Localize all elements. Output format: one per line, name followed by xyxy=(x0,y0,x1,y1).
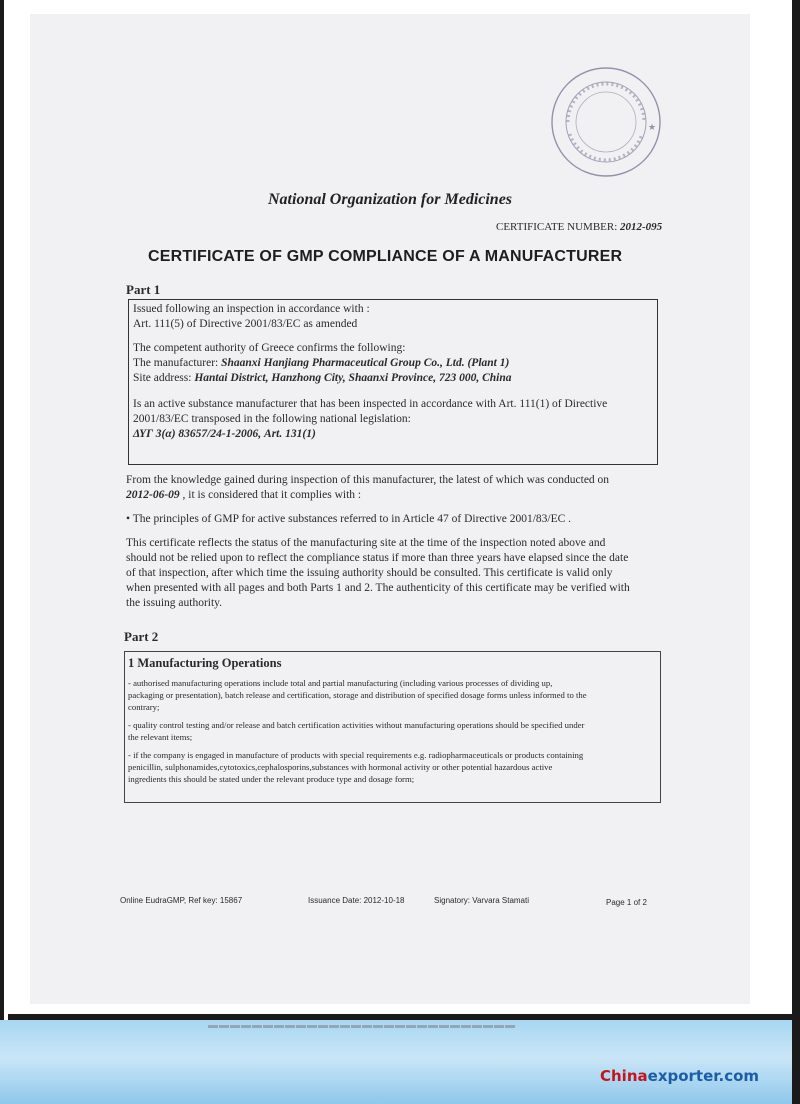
certificate-number-value: 2012-095 xyxy=(620,221,663,233)
scan-border-left xyxy=(0,0,4,1104)
certificate-title: CERTIFICATE OF GMP COMPLIANCE OF A MANUFACTURER xyxy=(148,248,623,265)
status-paragraph-line2: should not be relied upon to reflect the compliance status if more than three years have elapsed since the date xyxy=(126,552,629,564)
inspection-paragraph-line1: From the knowledge gained during inspection of this manufacturer, the latest of which was conducted on xyxy=(126,474,610,486)
svg-text:★: ★ xyxy=(648,122,657,132)
part1-line-transposed: 2001/83/EC transposed in the following national legislation: xyxy=(133,413,411,425)
operations-authorised-line3: contrary; xyxy=(128,702,160,712)
part1-line-legislation: ΔΥΓ 3(α) 83657/24-1-2006, Art. 131(1) xyxy=(133,428,316,440)
part1-heading: Part 1 xyxy=(126,282,161,297)
site-address-value: Hantai District, Hanzhong City, Shaanxi Province, 723 000, China xyxy=(194,372,512,384)
status-paragraph-line1: This certificate reflects the status of the manufacturing site at the time of the inspection noted above and xyxy=(126,537,606,549)
status-paragraph-line4: when presented with all pages and both Parts 1 and 2. The authenticity of this certificate may be verified with xyxy=(126,582,630,594)
status-paragraph-line5: the issuing authority. xyxy=(126,597,223,609)
special-requirements-line3: ingredients this should be stated under the relevant produce type and dosage form; xyxy=(128,774,415,784)
footer-issuance-date: Issuance Date: 2012-10-18 xyxy=(308,896,405,905)
inspection-paragraph-line2 xyxy=(126,489,361,502)
background-band xyxy=(0,1020,792,1104)
watermark-china: China xyxy=(600,1067,648,1085)
part1-line-article: Art. 111(5) of Directive 2001/83/EC as amended xyxy=(133,318,358,330)
chinaexporter-watermark xyxy=(600,1067,759,1085)
operations-authorised-line2: packaging or presentation), batch release and certification, storage and distribution of specified dosage forms unless informed to the xyxy=(128,690,587,700)
part1-site-address xyxy=(133,372,512,385)
footer-signatory: Signatory: Varvara Stamati xyxy=(434,896,530,905)
part1-line-issued: Issued following an inspection in accordance with : xyxy=(133,303,370,315)
site-address-label: Site address: xyxy=(133,372,195,384)
part2-heading: Part 2 xyxy=(124,629,159,644)
status-paragraph-line3: of that inspection, after which time the issuing authority should be consulted. This certificate is valid only xyxy=(126,567,613,579)
special-requirements-line2: penicillin, sulphonamides,cytotoxics,cephalosporins,substances with hormonal activity or other potential hazardous active xyxy=(128,762,553,772)
organization-name: National Organization for Medicines xyxy=(268,191,513,208)
quality-control-line2: the relevant items; xyxy=(128,732,193,742)
inspection-complies-text: , it is considered that it complies with : xyxy=(179,489,362,501)
manufacturing-operations-title: 1 Manufacturing Operations xyxy=(128,656,282,670)
quality-control-line1: - quality control testing and/or release and batch certification activities without manufacturing operations should be specified under xyxy=(128,720,585,730)
special-requirements-line1: - if the company is engaged in manufacture of products with special requirements e.g. radiopharmaceuticals or products containing xyxy=(128,750,584,760)
part2-box xyxy=(124,651,661,803)
manufacturer-label: The manufacturer: xyxy=(133,357,222,369)
certificate-page xyxy=(96,14,680,1004)
part1-line-authority: The competent authority of Greece confirms the following: xyxy=(133,342,406,354)
certificate-number-label: CERTIFICATE NUMBER: xyxy=(496,221,618,233)
inspection-date: 2012-06-09 xyxy=(126,489,180,501)
footer-page-number: Page 1 of 2 xyxy=(606,898,647,907)
footer-ref-key: Online EudraGMP, Ref key: 15867 xyxy=(120,896,243,905)
watermark-exporter: exporter.com xyxy=(647,1067,760,1085)
part1-line-inspected: Is an active substance manufacturer that has been inspected in accordance with Art. 111(1) of Directive xyxy=(133,398,608,410)
faded-printed-line: ▬▬▬▬▬▬▬▬▬▬▬▬▬▬▬▬▬▬▬▬▬▬▬▬▬▬▬▬ xyxy=(208,1020,516,1031)
scan-border-right xyxy=(792,0,800,1104)
manufacturer-value: Shaanxi Hanjiang Pharmaceutical Group Co., Ltd. (Plant 1) xyxy=(221,357,510,369)
part1-manufacturer xyxy=(133,357,509,370)
gmp-principles-bullet: • The principles of GMP for active substances referred to in Article 47 of Directive 2001/83/EC . xyxy=(126,513,572,525)
certificate-number xyxy=(496,221,662,234)
operations-authorised-line1: - authorised manufacturing operations include total and partial manufacturing (including various processes of dividing up, xyxy=(128,678,553,688)
part1-box xyxy=(128,299,658,465)
